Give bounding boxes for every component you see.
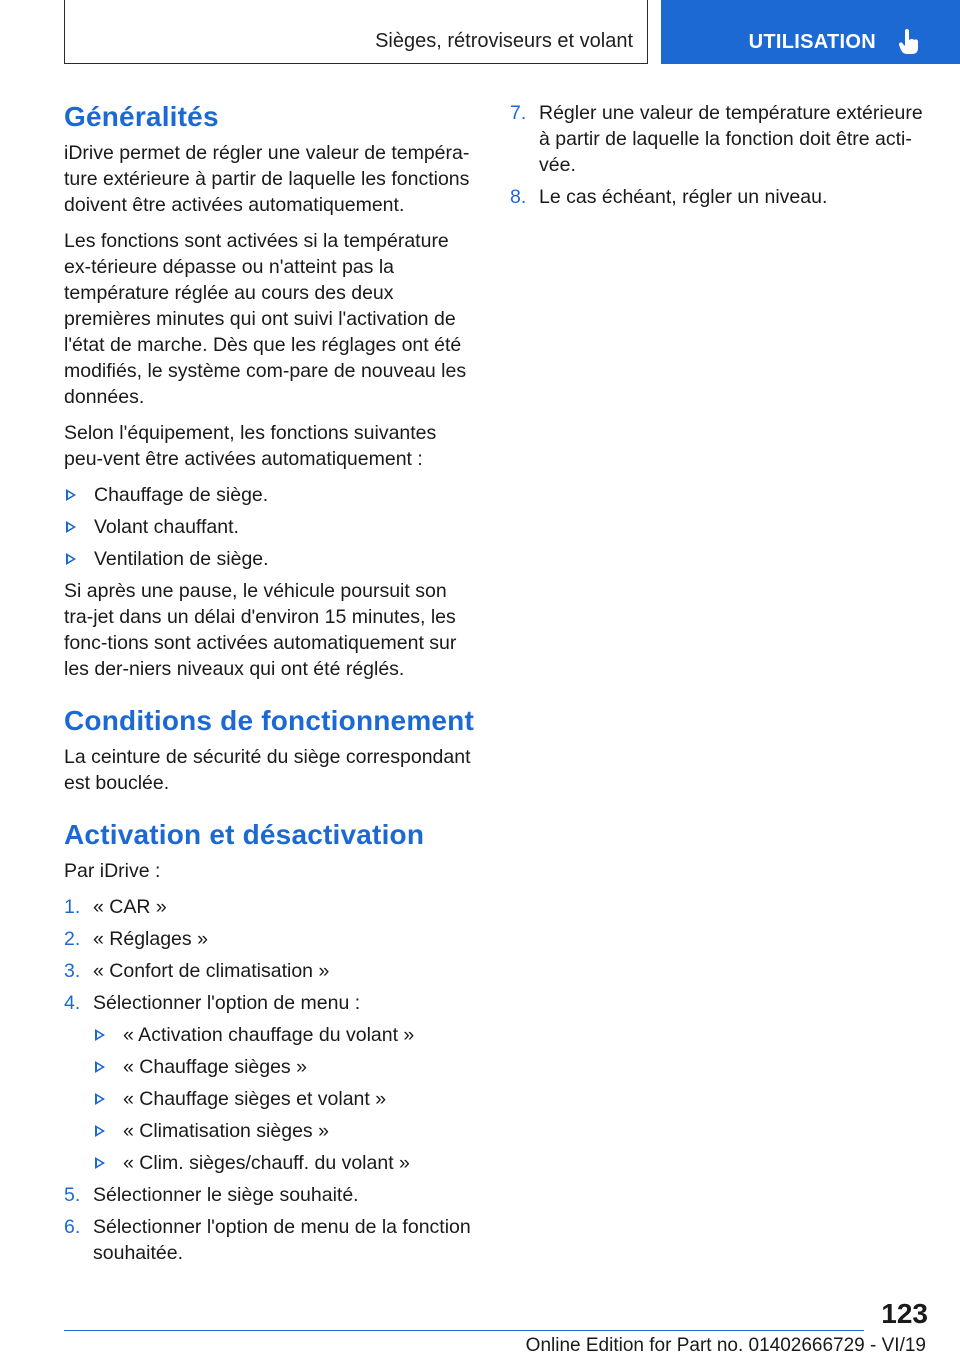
submenu-list — [93, 1022, 478, 1176]
paragraph: Si après une pause, le véhicule poursuit son tra-jet dans un délai d'environ 15 minutes, les fonc-tions sont activées automatiquement sur les der-niers niveaux qui ont été réglés. — [64, 580, 457, 680]
steps-list-continued — [510, 100, 924, 210]
function-list — [64, 482, 478, 572]
triangle-bullet-icon — [66, 521, 76, 533]
left-column — [64, 100, 478, 1272]
running-header-section — [64, 0, 648, 64]
footer-divider — [64, 1330, 864, 1331]
triangle-bullet-icon — [66, 489, 76, 501]
submenu-item: « Clim. sièges/chauff. du volant » — [93, 1150, 478, 1176]
step-item: 6. Sélectionner l'option de menu de la fonction souhaitée. — [64, 1216, 471, 1264]
submenu-item: « Chauffage sièges » — [93, 1054, 478, 1080]
paragraph: Selon l'équipement, les fonctions suivantes peu-vent être activées automatiquement : — [64, 422, 437, 470]
paragraph: Par iDrive : — [64, 860, 161, 882]
step-item: 5. Sélectionner le siège souhaité. — [64, 1184, 359, 1206]
triangle-bullet-icon — [95, 1157, 105, 1169]
list-item: Chauffage de siège. — [64, 482, 478, 508]
page-number: 123 — [881, 1298, 928, 1329]
paragraph: iDrive permet de régler une valeur de tempéra-ture extérieure à partir de laquelle les fonctions doivent être activées automatiquement. — [64, 142, 470, 216]
submenu-item: « Activation chauffage du volant » — [93, 1022, 478, 1048]
triangle-bullet-icon — [95, 1125, 105, 1137]
step-item: 2. « Réglages » — [64, 928, 208, 950]
heading-activation: Activation et désactivation — [64, 819, 425, 850]
step-item: 4. Sélectionner l'option de menu : « Activation chauffage du volant » « Chauffage sièges » « Chauffage sièges et volant » « Climatisation sièges » « Clim. sièges/chauff. du volant » — [64, 990, 478, 1176]
step-item: 8. Le cas échéant, régler un niveau. — [510, 186, 828, 208]
submenu-item: « Chauffage sièges et volant » — [93, 1086, 478, 1112]
paragraph: La ceinture de sécurité du siège correspondant est bouclée. — [64, 746, 471, 794]
chapter-tab — [661, 0, 960, 64]
list-item: Volant chauffant. — [64, 514, 478, 540]
triangle-bullet-icon — [66, 553, 76, 565]
step-item: 7. Régler une valeur de température extérieure à partir de laquelle la fonction doit être acti-vée. — [510, 102, 923, 176]
triangle-bullet-icon — [95, 1029, 105, 1041]
list-item: Ventilation de siège. — [64, 546, 478, 572]
triangle-bullet-icon — [95, 1061, 105, 1073]
edition-footer: Online Edition for Part no. 01402666729 - VI/19 — [525, 1335, 926, 1356]
heading-generalites: Généralités — [64, 101, 219, 132]
step-item: 3. « Confort de climatisation » — [64, 960, 330, 982]
triangle-bullet-icon — [95, 1093, 105, 1105]
pointing-hand-icon — [898, 28, 920, 56]
step-item: 1. « CAR » — [64, 896, 167, 918]
heading-conditions: Conditions de fonctionnement — [64, 705, 475, 736]
chapter-title: UTILISATION — [748, 31, 876, 53]
right-column — [510, 100, 924, 216]
submenu-item: « Climatisation sièges » — [93, 1118, 478, 1144]
section-title: Sièges, rétroviseurs et volant — [375, 30, 633, 52]
steps-list — [64, 894, 478, 1266]
paragraph: Les fonctions sont activées si la température ex-térieure dépasse ou n'atteint pas la température réglée au cours des deux premières minutes qui ont suivi l'activation de l'état de marche. Dès que les réglages ont été modifiés, le système com-pare de nouveau les données. — [64, 230, 467, 408]
